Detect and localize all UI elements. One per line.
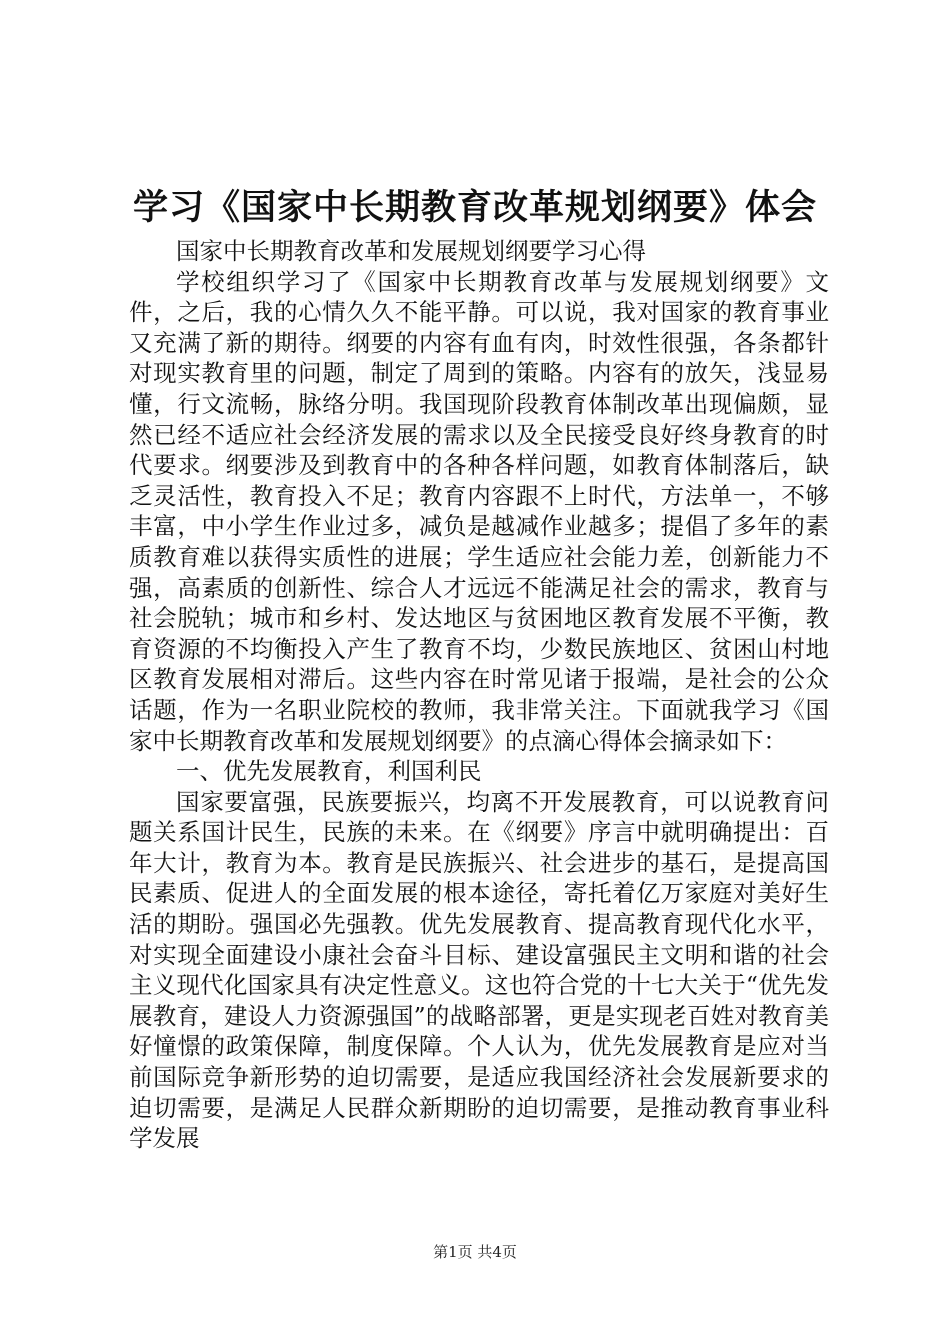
section-heading: 一、优先发展教育，利国利民	[176, 757, 482, 786]
page-footer: 第1页 共4页	[433, 1243, 517, 1261]
document-body	[129, 236, 829, 1154]
intro-paragraph: 学校组织学习了《国家中长期教育改革与发展规划纲要》文件，之后，我的心情久久不能平静。可以说，我对国家的教育事业又充满了新的期待。纲要的内容有血有肉，时效性很强，各条都针对现实教育里的问题，制定了周到的策略。内容有的放矢，浅显易懂，行文流畅，脉络分明。我国现阶段教育体制改革出现偏颇，显然已经不适应社会经济发展的需求以及全民接受良好终身教育的时代要求。纲要涉及到教育中的各种各样问题，如教育体制落后，缺乏灵活性，教育投入不足；教育内容跟不上时代，方法单一，不够丰富，中小学生作业过多，减负是越减作业越多；提倡了多年的素质教育难以获得实质性的进展；学生适应社会能力差，创新能力不强，高素质的创新性、综合人才远远不能满足社会的需求，教育与社会脱轨；城市和乡村、发达地区与贫困地区教育发展不平衡，教育资源的不均衡投入产生了教育不均，少数民族地区、贫困山村地区教育发展相对滞后。这些内容在时常见诸于报端，是社会的公众话题，作为一名职业院校的教师，我非常关注。下面就我学习《国家中长期教育改革和发展规划纲要》的点滴心得体会摘录如下：	[129, 267, 829, 755]
section-paragraph: 国家要富强，民族要振兴，均离不开发展教育，可以说教育问题关系国计民生，民族的未来。在《纲要》序言中就明确提出：百年大计，教育为本。教育是民族振兴、社会进步的基石，是提高国民素质、促进人的全面发展的根本途径，寄托着亿万家庭对美好生活的期盼。强国必先强教。优先发展教育、提高教育现代化水平，对实现全面建设小康社会奋斗目标、建设富强民主文明和谐的社会主义现代化国家具有决定性意义。这也符合党的十七大关于“优先发展教育，建设人力资源强国”的战略部署，更是实现老百姓对教育美好憧憬的政策保障，制度保障。个人认为，优先发展教育是应对当前国际竞争新形势的迫切需要，是适应我国经济社会发展新要求的迫切需要，是满足人民群众新期盼的迫切需要，是推动教育事业科学发展	[129, 787, 829, 1153]
document-title: 学习《国家中长期教育改革规划纲要》体会	[132, 187, 817, 228]
subtitle-paragraph: 国家中长期教育改革和发展规划纲要学习心得	[176, 237, 646, 265]
